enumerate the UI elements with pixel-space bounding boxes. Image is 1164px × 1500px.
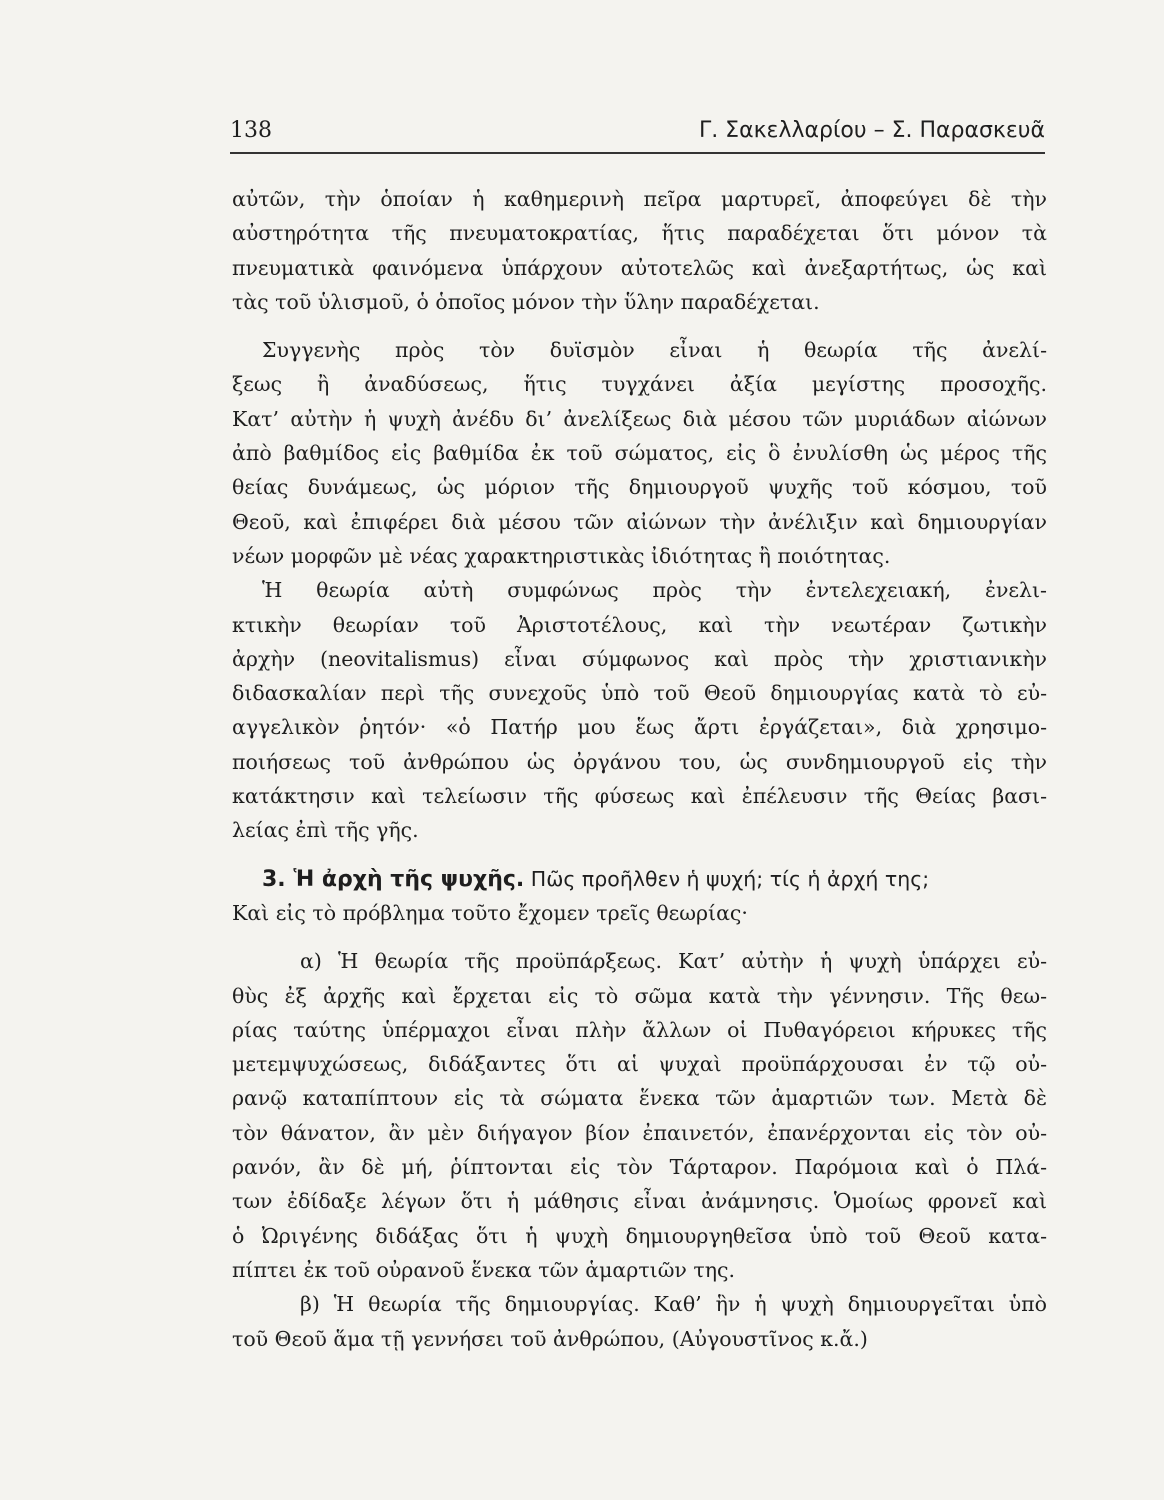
text-line: κατάκτησιν καὶ τελείωσιν τῆς φύσεως καὶ ἐπέλευσιν τῆς Θείας βασι- xyxy=(232,784,1047,809)
text-line: τοῦ Θεοῦ ἅμα τῇ γεννήσει τοῦ ἀνθρώπου, (Αὐγουστῖνος κ.ἄ.) xyxy=(232,1326,868,1351)
text-line: των ἐδίδαξε λέγων ὅτι ἡ μάθησις εἶναι ἀνάμνησις. Ὁμοίως φρονεῖ καὶ xyxy=(232,1189,1047,1214)
text-line: Κατ’ αὐτὴν ἡ ψυχὴ ἀνέδυ δι’ ἀνελίξεως διὰ μέσου τῶν μυριάδων αἰώνων xyxy=(232,406,1047,431)
section-gap xyxy=(232,930,1047,944)
text-line: αγγελικὸν ῥητόν· «ὁ Πατήρ μου ἕως ἄρτι ἐργάζεται», διὰ χρησιμο- xyxy=(232,715,1047,740)
section-3 xyxy=(232,862,1047,931)
text-line: πίπτει ἐκ τοῦ οὐρανοῦ ἕνεκα τῶν ἁμαρτιῶν της. xyxy=(232,1257,736,1282)
text-line: διδασκαλίαν περὶ τῆς συνεχοῦς ὑπὸ τοῦ Θεοῦ δημιουργίας κατὰ τὸ εὐ- xyxy=(232,681,1047,706)
paragraph-gap xyxy=(232,319,1047,333)
text-line: α) Ἡ θεωρία τῆς προϋπάρξεως. Κατ’ αὐτὴν ἡ ψυχὴ ὑπάρχει εὐ- xyxy=(300,949,1047,974)
text-line: λείας ἐπὶ τῆς γῆς. xyxy=(232,818,419,843)
text-line: αὐτῶν, τὴν ὁποίαν ἡ καθημερινὴ πεῖρα μαρτυρεῖ, ἀποφεύγει δὲ τὴν xyxy=(232,187,1047,211)
text-line: Θεοῦ, καὶ ἐπιφέρει διὰ μέσου τῶν αἰώνων τὴν ἀνέλιξιν καὶ δημιουργίαν xyxy=(232,509,1047,534)
text-line: κτικὴν θεωρίαν τοῦ Ἀριστοτέλους, καὶ τὴν νεωτέραν ζωτικὴν xyxy=(232,612,1047,637)
text-line: Καὶ εἰς τὸ πρόβλημα τοῦτο ἔχομεν τρεῖς θεωρίας· xyxy=(232,900,748,925)
running-head: Γ. Σακελλαρίου – Σ. Παρασκευᾶ xyxy=(698,118,1045,143)
text-line: ποιήσεως τοῦ ἀνθρώπου ὡς ὀργάνου του, ὡς συνδημιουργοῦ εἰς τὴν xyxy=(232,749,1047,774)
text-line: αὐστηρότητα τῆς πνευματοκρατίας, ἥτις παραδέχεται ὅτι μόνον τὰ xyxy=(232,221,1047,246)
text-line: πνευματικὰ φαινόμενα ὑπάρχουν αὐτοτελῶς καὶ ἀνεξαρτήτως, ὡς καὶ xyxy=(232,255,1047,280)
text-line: μετεμψυχώσεως, διδάξαντες ὅτι αἱ ψυχαὶ προϋπάρχουσαι ἐν τῷ οὐ- xyxy=(232,1052,1047,1077)
text-line: ἀρχὴν (neovitalismus) εἶναι σύμφωνος καὶ πρὸς τὴν χριστιανικὴν xyxy=(232,646,1047,671)
text-line: τὰς τοῦ ὑλισμοῦ, ὁ ὁποῖος μόνον τὴν ὕλην παραδέχεται. xyxy=(232,289,820,314)
body-text xyxy=(232,182,1047,1356)
text-line: ρανόν, ἂν δὲ μή, ῥίπτονται εἰς τὸν Τάρταρον. Παρόμοια καὶ ὁ Πλά- xyxy=(232,1155,1047,1180)
text-line: ρανῷ καταπίπτουν εἰς τὰ σώματα ἕνεκα τῶν ἁμαρτιῶν των. Μετὰ δὲ xyxy=(232,1086,1047,1111)
section-gap xyxy=(232,848,1047,862)
theory-alpha xyxy=(232,944,1047,1287)
text-line: β) Ἡ θεωρία τῆς δημιουργίας. Καθ’ ἣν ἡ ψυχὴ δημιουργεῖται ὑπὸ xyxy=(300,1292,1047,1317)
text-line: ἀπὸ βαθμίδος εἰς βαθμίδα ἐκ τοῦ σώματος, εἰς ὃ ἐνυλίσθη ὡς μέρος τῆς xyxy=(232,441,1047,466)
text-line: ξεως ἢ ἀναδύσεως, ἥτις τυγχάνει ἀξία μεγίστης προσοχῆς. xyxy=(232,372,1047,397)
text-line: θείας δυνάμεως, ὡς μόριον τῆς δημιουργοῦ ψυχῆς τοῦ κόσμου, τοῦ xyxy=(232,475,1047,500)
paragraph-1 xyxy=(232,182,1047,319)
text-line: ρίας ταύτης ὑπέρμαχοι εἶναι πλὴν ἄλλων οἱ Πυθαγόρειοι κήρυκες τῆς xyxy=(232,1017,1047,1042)
text-line: ὁ Ὠριγένης διδάξας ὅτι ἡ ψυχὴ δημιουργηθεῖσα ὑπὸ τοῦ Θεοῦ κατα- xyxy=(232,1223,1047,1248)
theory-beta xyxy=(232,1287,1047,1356)
section-heading-rest: Πῶς προῆλθεν ἡ ψυχή; τίς ἡ ἀρχή της; xyxy=(530,866,930,891)
paragraph-3 xyxy=(232,573,1047,847)
header-rule xyxy=(230,152,1045,154)
section-heading-line xyxy=(232,862,1047,896)
text-line: νέων μορφῶν μὲ νέας χαρακτηριστικὰς ἰδιότητας ἢ ποιότητας. xyxy=(232,543,891,568)
text-line: Ἡ θεωρία αὐτὴ συμφώνως πρὸς τὴν ἐντελεχειακή, ἐνελι- xyxy=(262,578,1047,603)
page-number: 138 xyxy=(230,118,272,143)
text-line: θὺς ἐξ ἀρχῆς καὶ ἔρχεται εἰς τὸ σῶμα κατὰ τὴν γέννησιν. Τῆς θεω- xyxy=(232,983,1047,1008)
text-line: τὸν θάνατον, ἂν μὲν διήγαγον βίον ἐπαινετόν, ἐπανέρχονται εἰς τὸν οὐ- xyxy=(232,1120,1047,1145)
page-header xyxy=(230,118,1045,154)
paragraph-2 xyxy=(232,333,1047,573)
section-heading: 3. Ἡ ἀρχὴ τῆς ψυχῆς. xyxy=(262,866,525,892)
text-line: Συγγενὴς πρὸς τὸν δυϊσμὸν εἶναι ἡ θεωρία τῆς ἀνελί- xyxy=(262,338,1047,363)
